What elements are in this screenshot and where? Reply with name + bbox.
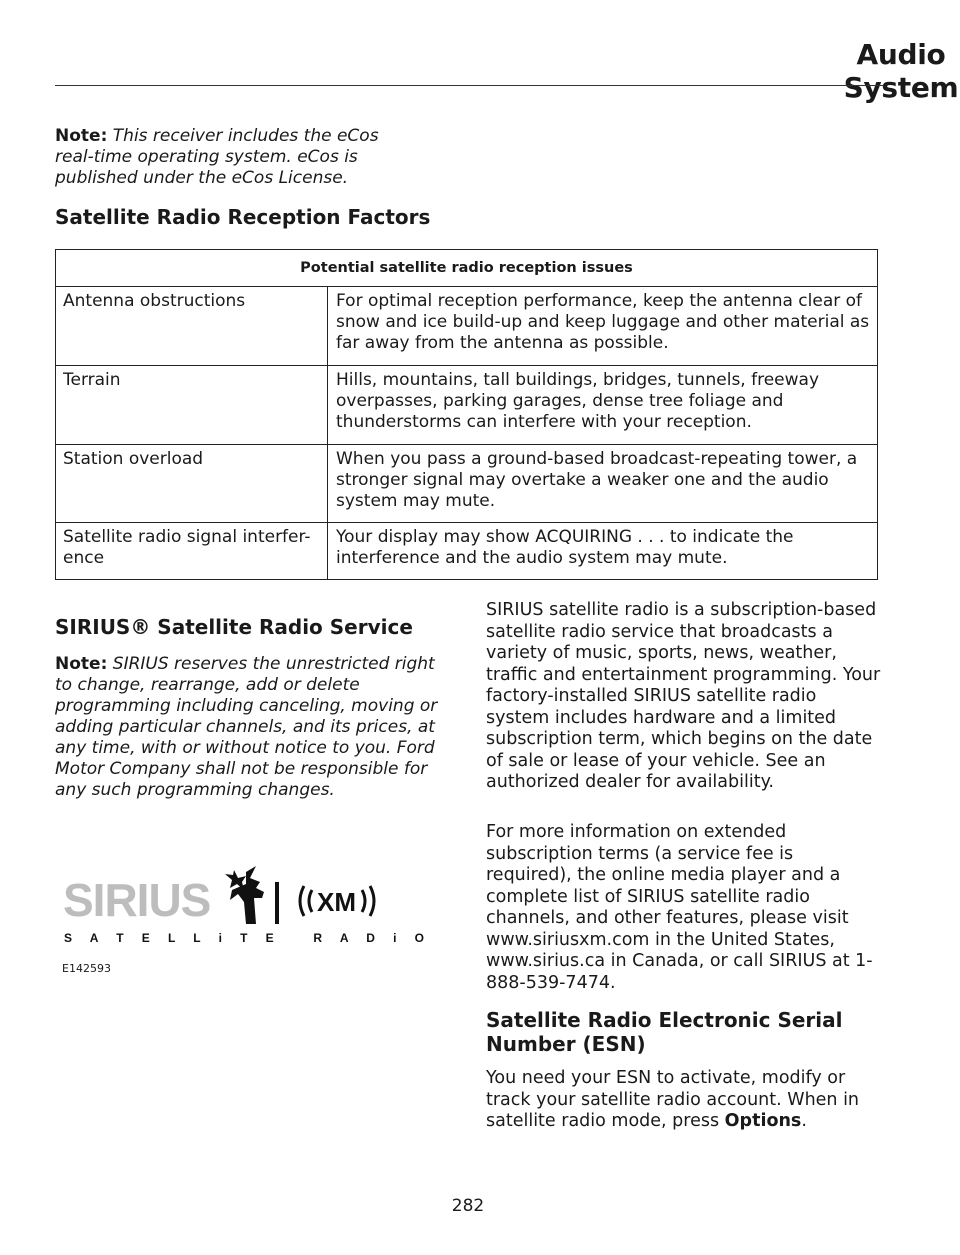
note-label: Note: <box>55 126 108 146</box>
dog-mascot-icon <box>225 866 264 924</box>
description-cell: For optimal reception performance, keep the antenna clear of snow and ice build-up and keep luggage and other material as far away from the antenna as possible. <box>328 287 878 366</box>
table-caption-row <box>56 250 878 287</box>
sirius-wordmark: SIRIUS <box>63 874 211 926</box>
issue-cell: Satellite radio signal interfer-ence <box>56 523 328 580</box>
section-heading-esn: Satellite Radio Electronic Serial Number (ESN) <box>486 1008 843 1056</box>
logo-divider <box>275 882 279 924</box>
table-row <box>56 287 878 366</box>
page-title <box>0 38 959 104</box>
issue-cell: Terrain <box>56 366 328 445</box>
table-row <box>56 445 878 523</box>
xm-mark <box>300 886 374 917</box>
title-divider <box>55 85 884 86</box>
table-row <box>56 523 878 580</box>
figure-id: E142593 <box>62 962 111 975</box>
ecos-note <box>55 126 415 189</box>
esn-paragraph <box>486 1068 881 1133</box>
page-number: 282 <box>451 1196 485 1216</box>
logo-tagline: S A T E L L i T E R A D i O <box>64 931 424 945</box>
page-title-text: Audio System <box>843 38 959 104</box>
note-label: Note: <box>55 654 108 674</box>
table-row <box>56 366 878 445</box>
section-heading-reception: Satellite Radio Reception Factors <box>55 205 431 229</box>
section-heading-sirius: SIRIUS® Satellite Radio Service <box>55 615 413 639</box>
table-caption: Potential satellite radio reception issues <box>56 250 878 287</box>
xm-wordmark: XM <box>317 887 356 917</box>
issue-cell: Antenna obstructions <box>56 287 328 366</box>
sirius-note <box>55 654 448 801</box>
esn-text-end: . <box>801 1111 807 1131</box>
description-cell: Your display may show ACQUIRING . . . to indicate the interference and the audio system may mute. <box>328 523 878 580</box>
more-info-paragraph: For more information on extended subscription terms (a service fee is required), the online media player and a complete list of SIRIUS satellite radio channels, and other features, please visit www.siriusxm.com in the United States, www.sirius.ca in Canada, or call SIRIUS at 1-888-539-7474. <box>486 822 873 993</box>
note-text: This receiver includes the eCos real-time operating system. eCos is published under the eCos License. <box>55 126 379 188</box>
sirius-xm-logo <box>60 862 430 946</box>
note-text: SIRIUS reserves the unrestricted right to change, rearrange, add or delete programming including canceling, moving or adding particular channels, and its prices, at any time, with or without notice to you. Ford Motor Company shall not be responsible for any such programming changes. <box>55 654 438 800</box>
description-cell: When you pass a ground-based broadcast-repeating tower, a stronger signal may overtake a weaker one and the audio system may mute. <box>328 445 878 523</box>
options-button-label: Options <box>724 1111 802 1131</box>
description-cell: Hills, mountains, tall buildings, bridges, tunnels, freeway overpasses, parking garages, dense tree foliage and thunderstorms can interfere with your reception. <box>328 366 878 445</box>
reception-issues-table <box>55 249 878 580</box>
issue-cell: Station overload <box>56 445 328 523</box>
sirius-description-paragraph: SIRIUS satellite radio is a subscription-based satellite radio service that broadcasts a variety of music, sports, news, weather, traffic and entertainment programming. Your factory-installed SIRIUS satellite radio system includes hardware and a limited subscription term, which begins on the date of sale or lease of your vehicle. See an authorized dealer for availability. <box>486 600 881 792</box>
esn-text: You need your ESN to activate, modify or track your satellite radio account. When in satellite radio mode, press <box>486 1068 860 1131</box>
